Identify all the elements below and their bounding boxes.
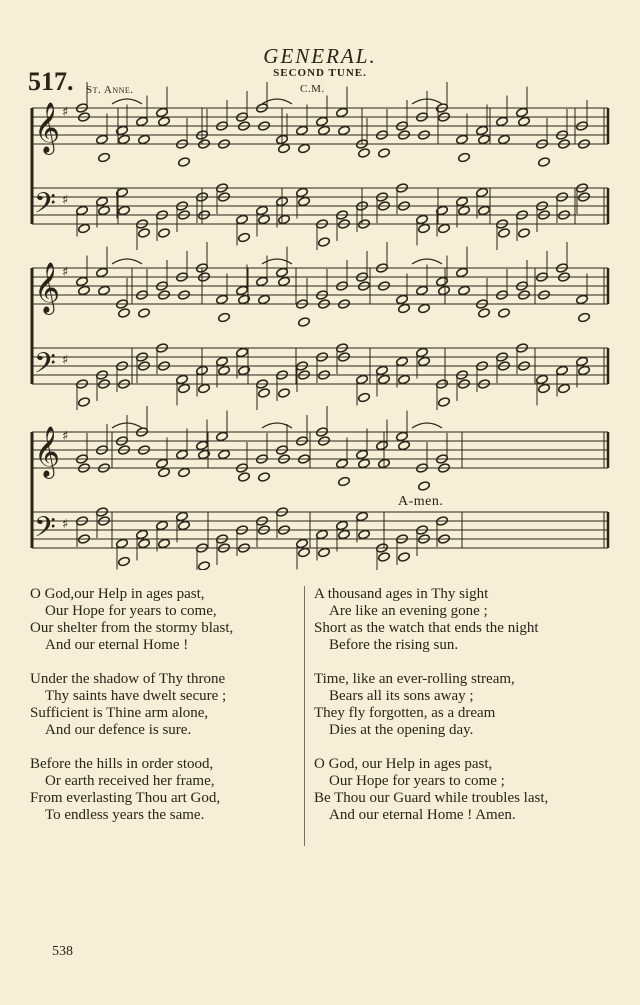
note-head [376,440,389,451]
note-head [338,529,351,540]
verse [314,756,604,824]
note-head [336,458,349,469]
note-head [78,285,91,296]
note-head [338,125,351,136]
verse-line: Bears all its sons away ; [329,688,474,704]
note-head [498,134,511,145]
note-head [256,276,269,287]
note-head [296,125,309,136]
note-head [358,392,371,403]
note-head [76,276,89,287]
note-head [576,294,589,305]
note-head [258,294,271,305]
note-head [398,440,411,451]
note-head [478,134,491,145]
note-head [118,205,131,216]
note-head [238,472,251,483]
note-head [176,449,189,460]
bass-clef-icon: 𝄢 [34,511,56,551]
note-head [418,481,431,492]
note-head [336,520,349,531]
note-head [238,232,251,243]
note-head [178,157,191,168]
bass-clef-icon: 𝄢 [34,187,56,227]
note-head [98,205,111,216]
note-head [498,308,511,319]
note-head [96,134,109,145]
verse-line: To endless years the same. [45,807,205,823]
slur [112,99,142,104]
note-head [418,223,431,234]
note-head [376,365,389,376]
note-head [456,196,469,207]
note-head [258,214,271,225]
verses-right-column [314,586,604,841]
note-head [118,556,131,567]
verse-line: Time, like an ever-rolling stream, [314,671,515,687]
verse-line: A thousand ages in Thy sight [314,586,489,602]
treble-clef-icon: 𝄞 [34,262,61,313]
note-head [476,187,489,198]
note-head [316,116,329,127]
verse-line: Sufficient is Thine arm alone, [30,705,209,721]
note-head [298,196,311,207]
note-head [296,187,309,198]
note-head [298,143,311,154]
verse-line: And our eternal Home ! [45,637,189,653]
sharp-icon: ♯ [62,193,69,208]
note-head [436,276,449,287]
note-head [478,308,491,319]
note-head [318,547,331,558]
verse-line: Or earth received her frame, [45,773,215,789]
note-head [298,547,311,558]
note-head [378,148,391,159]
note-head [176,511,189,522]
note-head [158,538,171,549]
note-head [458,205,471,216]
sharp-icon: ♯ [62,265,69,280]
note-head [556,365,569,376]
note-head [138,134,151,145]
verse-line: Before the rising sun. [329,637,459,653]
note-head [98,152,111,163]
verse-line: Dies at the opening day. [329,722,474,738]
verse-line: And our defence is sure. [45,722,192,738]
note-head [318,125,331,136]
note-head [358,529,371,540]
note-head [178,383,191,394]
note-head [516,107,529,118]
note-head [158,228,171,239]
note-head [318,237,331,248]
note-head [358,458,371,469]
note-head [458,152,471,163]
slur [412,423,442,428]
note-head [378,374,391,385]
note-head [398,303,411,314]
note-head [216,431,229,442]
note-head [396,431,409,442]
note-head [258,472,271,483]
verse-line: And our eternal Home ! Amen. [329,807,516,823]
verse-line: O God,our Help in ages past, [30,586,205,602]
note-head [416,214,429,225]
note-head [456,134,469,145]
note-head [396,294,409,305]
note-head [78,223,91,234]
note-head [416,347,429,358]
note-head [336,107,349,118]
verse-line: Our Hope for years to come ; [329,773,505,789]
note-head [518,116,531,127]
verse-line: Are like an evening gone ; [329,603,488,619]
note-head [176,374,189,385]
slur [412,259,442,264]
note-head [356,374,369,385]
note-head [418,356,431,367]
verse [30,756,320,824]
note-head [218,365,231,376]
note-head [136,529,149,540]
verse [314,671,604,739]
note-head [158,116,171,127]
note-head [236,214,249,225]
sharp-icon: ♯ [62,353,69,368]
note-head [398,552,411,563]
slur [112,259,142,264]
note-head [518,228,531,239]
note-head [476,125,489,136]
note-head [138,538,151,549]
verse-line: Under the shadow of Thy throne [30,671,226,687]
note-head [538,383,551,394]
note-head [338,476,351,487]
note-head [416,285,429,296]
note-head [356,511,369,522]
note-head [458,285,471,296]
note-head [76,205,89,216]
note-head [578,312,591,323]
verse-line: O God, our Help in ages past, [314,756,493,772]
note-head [198,383,211,394]
sharp-icon: ♯ [62,105,69,120]
note-head [78,397,91,408]
note-head [438,397,451,408]
verses-left-column [30,586,320,841]
note-head [118,134,131,145]
treble-clef-icon: 𝄞 [34,102,61,153]
note-head [138,228,151,239]
tune-name: St. Anne. [86,84,134,96]
verse-line: Our shelter from the stormy blast, [30,620,234,636]
note-head [398,374,411,385]
section-title: GENERAL. [263,44,377,68]
note-head [438,223,451,234]
bass-clef-icon: 𝄢 [34,347,56,387]
note-head [98,285,111,296]
note-head [438,285,451,296]
note-head [216,356,229,367]
note-head [178,520,191,531]
note-head [196,440,209,451]
treble-clef-icon: 𝄞 [34,426,61,477]
note-head [278,388,291,399]
note-head [296,538,309,549]
note-head [218,449,231,460]
note-head [258,388,271,399]
note-head [358,148,371,159]
note-head [278,214,291,225]
note-head [536,374,549,385]
note-head [156,107,169,118]
note-head [158,467,171,478]
note-head [316,529,329,540]
verse-line: Be Thou our Guard while troubles last, [314,790,549,806]
note-head [356,449,369,460]
note-head [278,143,291,154]
note-head [136,116,149,127]
verse [30,586,320,654]
page-number: 538 [52,944,73,959]
note-head [236,347,249,358]
verse [30,671,320,739]
verse-line: Thy saints have dwelt secure ; [45,688,227,704]
note-head [96,267,109,278]
sharp-icon: ♯ [62,429,69,444]
note-head [418,303,431,314]
amen-text: A-men. [398,494,444,509]
note-head [96,196,109,207]
note-head [118,308,131,319]
note-head [538,157,551,168]
verse-line: Short as the watch that ends the night [314,620,539,636]
note-head [218,312,231,323]
verse-line: From everlasting Thou art God, [30,790,221,806]
note-head [456,267,469,278]
meter-label: C.M. [300,83,325,95]
sharp-icon: ♯ [62,517,69,532]
note-head [498,228,511,239]
note-head [156,458,169,469]
note-head [276,267,289,278]
note-head [558,383,571,394]
note-head [216,294,229,305]
verse-line: Before the hills in order stood, [30,756,214,772]
note-head [198,561,211,570]
note-head [378,552,391,563]
note-head [396,356,409,367]
verse-line: They fly forgotten, as a dream [314,705,496,721]
note-head [278,276,291,287]
note-head [178,467,191,478]
note-head [578,365,591,376]
verse [314,586,604,654]
note-head [298,317,311,328]
hymn-number: 517. [28,67,74,96]
verse-line: Our Hope for years to come, [45,603,217,619]
column-divider [304,586,305,846]
tune-subtitle: SECOND TUNE. [273,67,367,79]
note-head [478,205,491,216]
note-head [236,285,249,296]
note-head [496,116,509,127]
note-head [256,205,269,216]
note-head [138,308,151,319]
note-head [156,520,169,531]
note-head [576,356,589,367]
note-head [116,538,129,549]
